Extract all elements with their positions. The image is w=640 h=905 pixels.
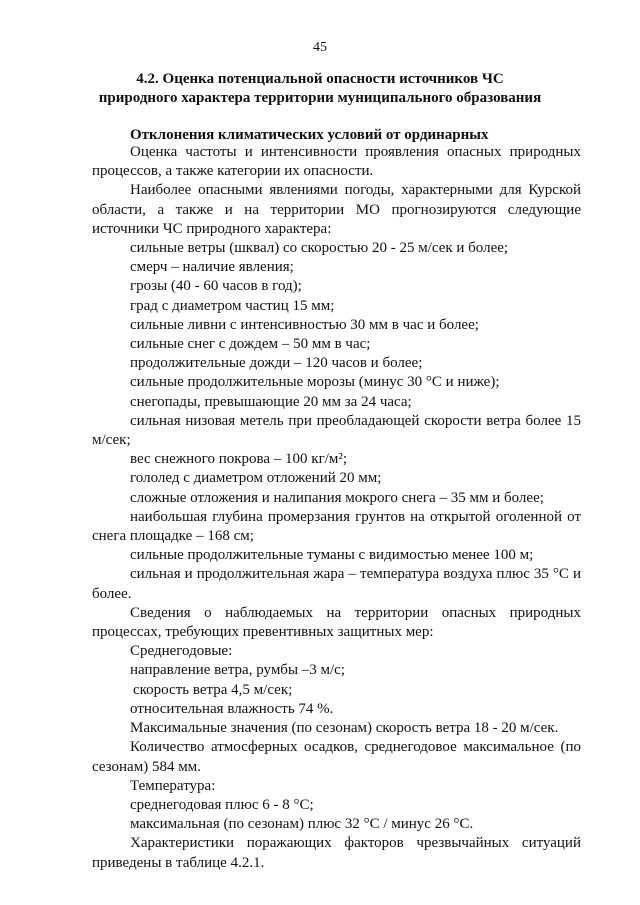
section-heading — [60, 70, 580, 108]
list-item: снегопады, превышающие 20 мм за 24 часа; — [130, 393, 412, 410]
temp-max: максимальная (по сезонам) плюс 32 °С / минус 26 °С. — [130, 816, 474, 833]
list-item: сильные продолжительные морозы (минус 30 °С и ниже); — [130, 374, 500, 391]
temp-annual: среднегодовая плюс 6 - 8 °С; — [130, 796, 314, 813]
list-item: наибольшая глубина промерзания грунтов на открытой оголенной от снега площадке – 168 см; — [92, 508, 581, 545]
list-item: сложные отложения и налипания мокрого снега – 35 мм и более; — [130, 489, 544, 506]
section-heading-line-1: 4.2. Оценка потенциальной опасности источников ЧС — [136, 71, 504, 87]
list-item: гололед с диаметром отложений 20 мм; — [130, 470, 382, 487]
list-item: сильные продолжительные туманы с видимостью менее 100 м; — [130, 547, 534, 564]
paragraph-intro: Оценка частоты и интенсивности проявления опасных природных процессов, а также категории их опасности. — [92, 144, 581, 180]
list-item: сильные ветры (шквал) со скоростью 20 - 25 м/сек и более; — [130, 240, 509, 257]
table-reference: Характеристики поражающих факторов чрезвычайных ситуаций приведены в таблице 4.2.1. — [92, 835, 581, 871]
body-text — [92, 143, 581, 873]
list-item: сильная и продолжительная жара – температура воздуха плюс 35 °С и более. — [92, 566, 581, 602]
paragraph-dangerous-intro: Наиболее опасными явлениями погоды, характерными для Курской области, а также и на территории МО прогнозируются следующие источники ЧС природного характера: — [92, 182, 581, 237]
precipitation: Количество атмосферных осадков, среднегодовое максимальное (по сезонам) 584 мм. — [92, 739, 581, 775]
section-heading-line-2: природного характера территории муниципального образования — [98, 90, 542, 106]
list-item: продолжительные дожди – 120 часов и более; — [130, 355, 423, 372]
paragraph-observations-intro: Сведения о наблюдаемых на территории опасных природных процессах, требующих превентивных защитных мер: — [92, 604, 581, 641]
list-item: смерч – наличие явления; — [130, 259, 294, 276]
wind-direction: направление ветра, румбы –3 м/с; — [130, 662, 346, 679]
subsection-heading: Отклонения климатических условий от ординарных — [130, 127, 489, 143]
list-item: сильные ливни с интенсивностью 30 мм в час и более; — [130, 316, 479, 333]
wind-speed: скорость ветра 4,5 м/сек; — [133, 681, 293, 698]
list-item: сильная низовая метель при преобладающей скорости ветра более 15 м/сек; — [92, 412, 581, 449]
page-number: 45 — [313, 40, 327, 55]
temperature-label: Температура: — [130, 777, 216, 794]
humidity: относительная влажность 74 %. — [130, 700, 334, 717]
list-item: вес снежного покрова – 100 кг/м²; — [130, 451, 348, 468]
list-item: грозы (40 - 60 часов в год); — [130, 278, 302, 295]
max-wind: Максимальные значения (по сезонам) скорость ветра 18 - 20 м/сек. — [130, 720, 559, 737]
annual-label: Среднегодовые: — [130, 643, 233, 660]
hazard-list — [92, 239, 581, 604]
list-item: град с диаметром частиц 15 мм; — [130, 297, 335, 314]
list-item: сильные снег с дождем – 50 мм в час; — [130, 336, 371, 353]
